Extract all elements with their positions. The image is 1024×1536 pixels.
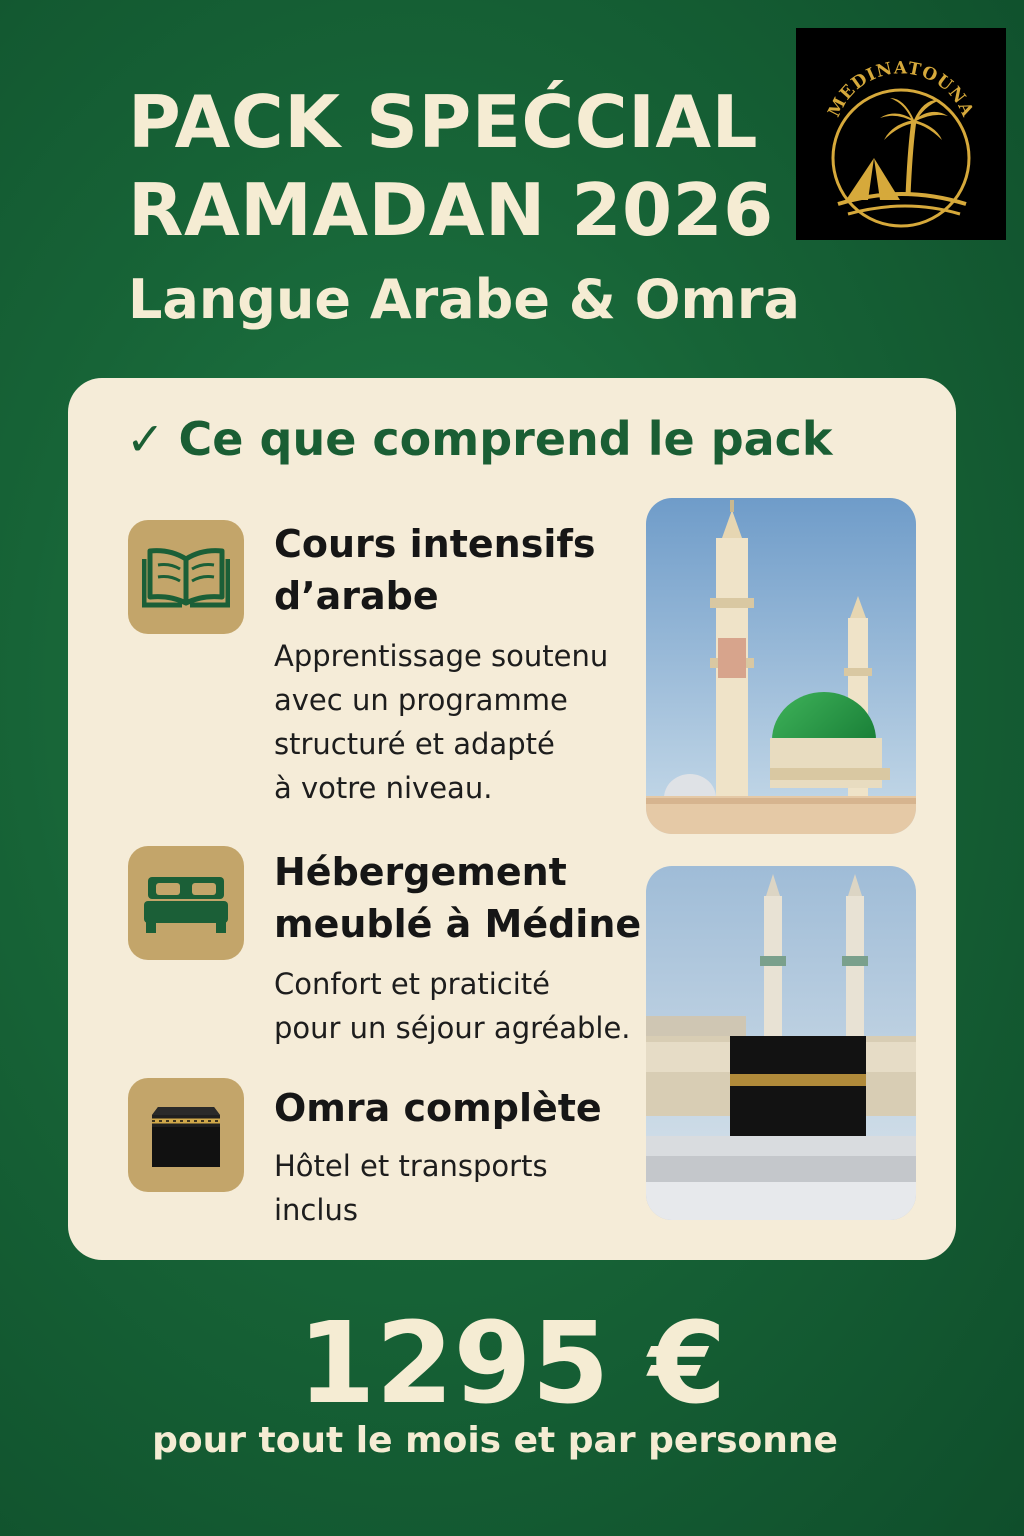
item-title-arabic-courses: Cours intensifs d’arabe [274,522,596,618]
item-desc-omra: Hôtel et transports inclus [274,1149,548,1227]
pack-contents-card [68,378,956,1260]
bed-icon [128,846,244,960]
open-book-icon [128,520,244,634]
page-title [128,78,774,254]
card-heading-text: Ce que comprend le pack [178,412,833,466]
price-note: pour tout le mois et par personne [152,1420,838,1461]
svg-text:MEDINATOUNA: MEDINATOUNA [824,58,978,121]
title-line-1: PACK SPEĆCIAL [128,80,758,164]
kaaba-photo [646,866,916,1220]
item-desc-arabic-courses: Apprentissage soutenu avec un programme structuré et adapté à votre niveau. [274,639,609,805]
check-icon: ✓ [126,412,165,466]
prophets-mosque-photo [646,498,916,834]
item-desc-accommodation: Confort et praticité pour un séjour agréable. [274,967,631,1045]
item-title-accommodation: Hébergement meublé à Médine [274,850,642,946]
card-heading [126,412,833,466]
price-amount: 1295 € [297,1299,727,1429]
page-subtitle: Langue Arabe & Omra [128,268,800,331]
kaaba-icon [128,1078,244,1192]
title-line-2: RAMADAN 2026 [128,168,774,252]
medinatouna-logo [796,28,1006,240]
item-title-omra: Omra complète [274,1086,602,1130]
